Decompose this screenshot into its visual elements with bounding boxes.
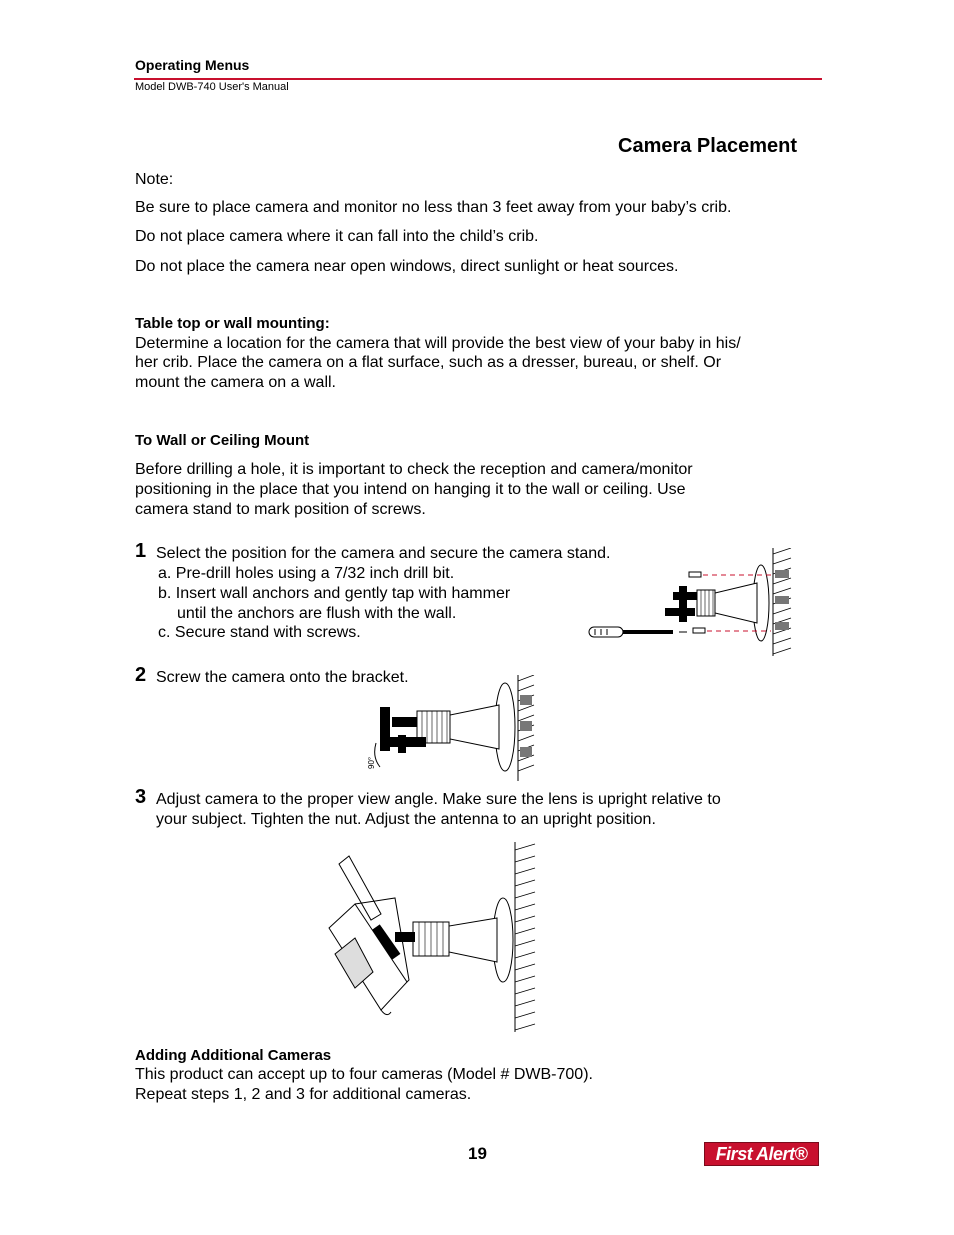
angle-label: 90° — [367, 756, 376, 769]
page-number: 19 — [468, 1144, 487, 1163]
note-line: Be sure to place camera and monitor no less than 3 feet away from your baby’s crib. — [135, 199, 732, 216]
additional-line: This product can accept up to four cameras (Model # DWB-700). — [135, 1066, 593, 1083]
step-text: your subject. Tighten the nut. Adjust the antenna to an upright position. — [156, 811, 656, 828]
page-title: Camera Placement — [618, 135, 797, 157]
brand-logo: First Alert® — [704, 1142, 819, 1166]
header-section-title: Operating Menus — [135, 57, 250, 73]
step-text: Adjust camera to the proper view angle. Make sure the lens is upright relative to — [156, 791, 721, 808]
step-subitem: c. Secure stand with screws. — [158, 624, 361, 641]
header-divider — [134, 78, 822, 80]
bracket-illustration — [362, 675, 542, 785]
table-top-heading: Table top or wall mounting: — [135, 315, 330, 332]
step-number: 2 — [135, 664, 147, 686]
step-subitem: until the anchors are flush with the wall. — [177, 605, 457, 622]
step-number: 3 — [135, 786, 147, 808]
additional-heading: Adding Additional Cameras — [135, 1047, 332, 1064]
step-subitem: b. Insert wall anchors and gently tap with hammer — [158, 585, 511, 602]
header-model: Model DWB-740 User's Manual — [135, 81, 289, 93]
step-subitem: a. Pre-drill holes using a 7/32 inch drill bit. — [158, 565, 455, 582]
wall-mount-line: Before drilling a hole, it is important to check the reception and camera/monitor — [135, 461, 693, 478]
table-top-line: Determine a location for the camera that will provide the best view of your baby in his/ — [135, 335, 741, 352]
table-top-line: her crib. Place the camera on a flat surface, such as a dresser, bureau, or shelf. Or — [135, 354, 722, 371]
step-text: Screw the camera onto the bracket. — [156, 669, 409, 686]
wall-mount-line: camera stand to mark position of screws. — [135, 501, 426, 518]
step-text: Select the position for the camera and secure the camera stand. — [156, 545, 611, 562]
table-top-line: mount the camera on a wall. — [135, 374, 336, 391]
note-line: Do not place the camera near open windows, direct sunlight or heat sources. — [135, 258, 679, 275]
camera-angle-illustration — [325, 842, 545, 1037]
note-label: Note: — [135, 171, 174, 188]
wall-mount-line: positioning in the place that you intend on hanging it to the wall or ceiling. Use — [135, 481, 686, 498]
wall-mount-heading: To Wall or Ceiling Mount — [135, 432, 310, 449]
additional-line: Repeat steps 1, 2 and 3 for additional cameras. — [135, 1086, 472, 1103]
note-line: Do not place camera where it can fall into the child’s crib. — [135, 228, 539, 245]
mounting-illustration — [585, 548, 795, 658]
step-number: 1 — [135, 540, 147, 562]
